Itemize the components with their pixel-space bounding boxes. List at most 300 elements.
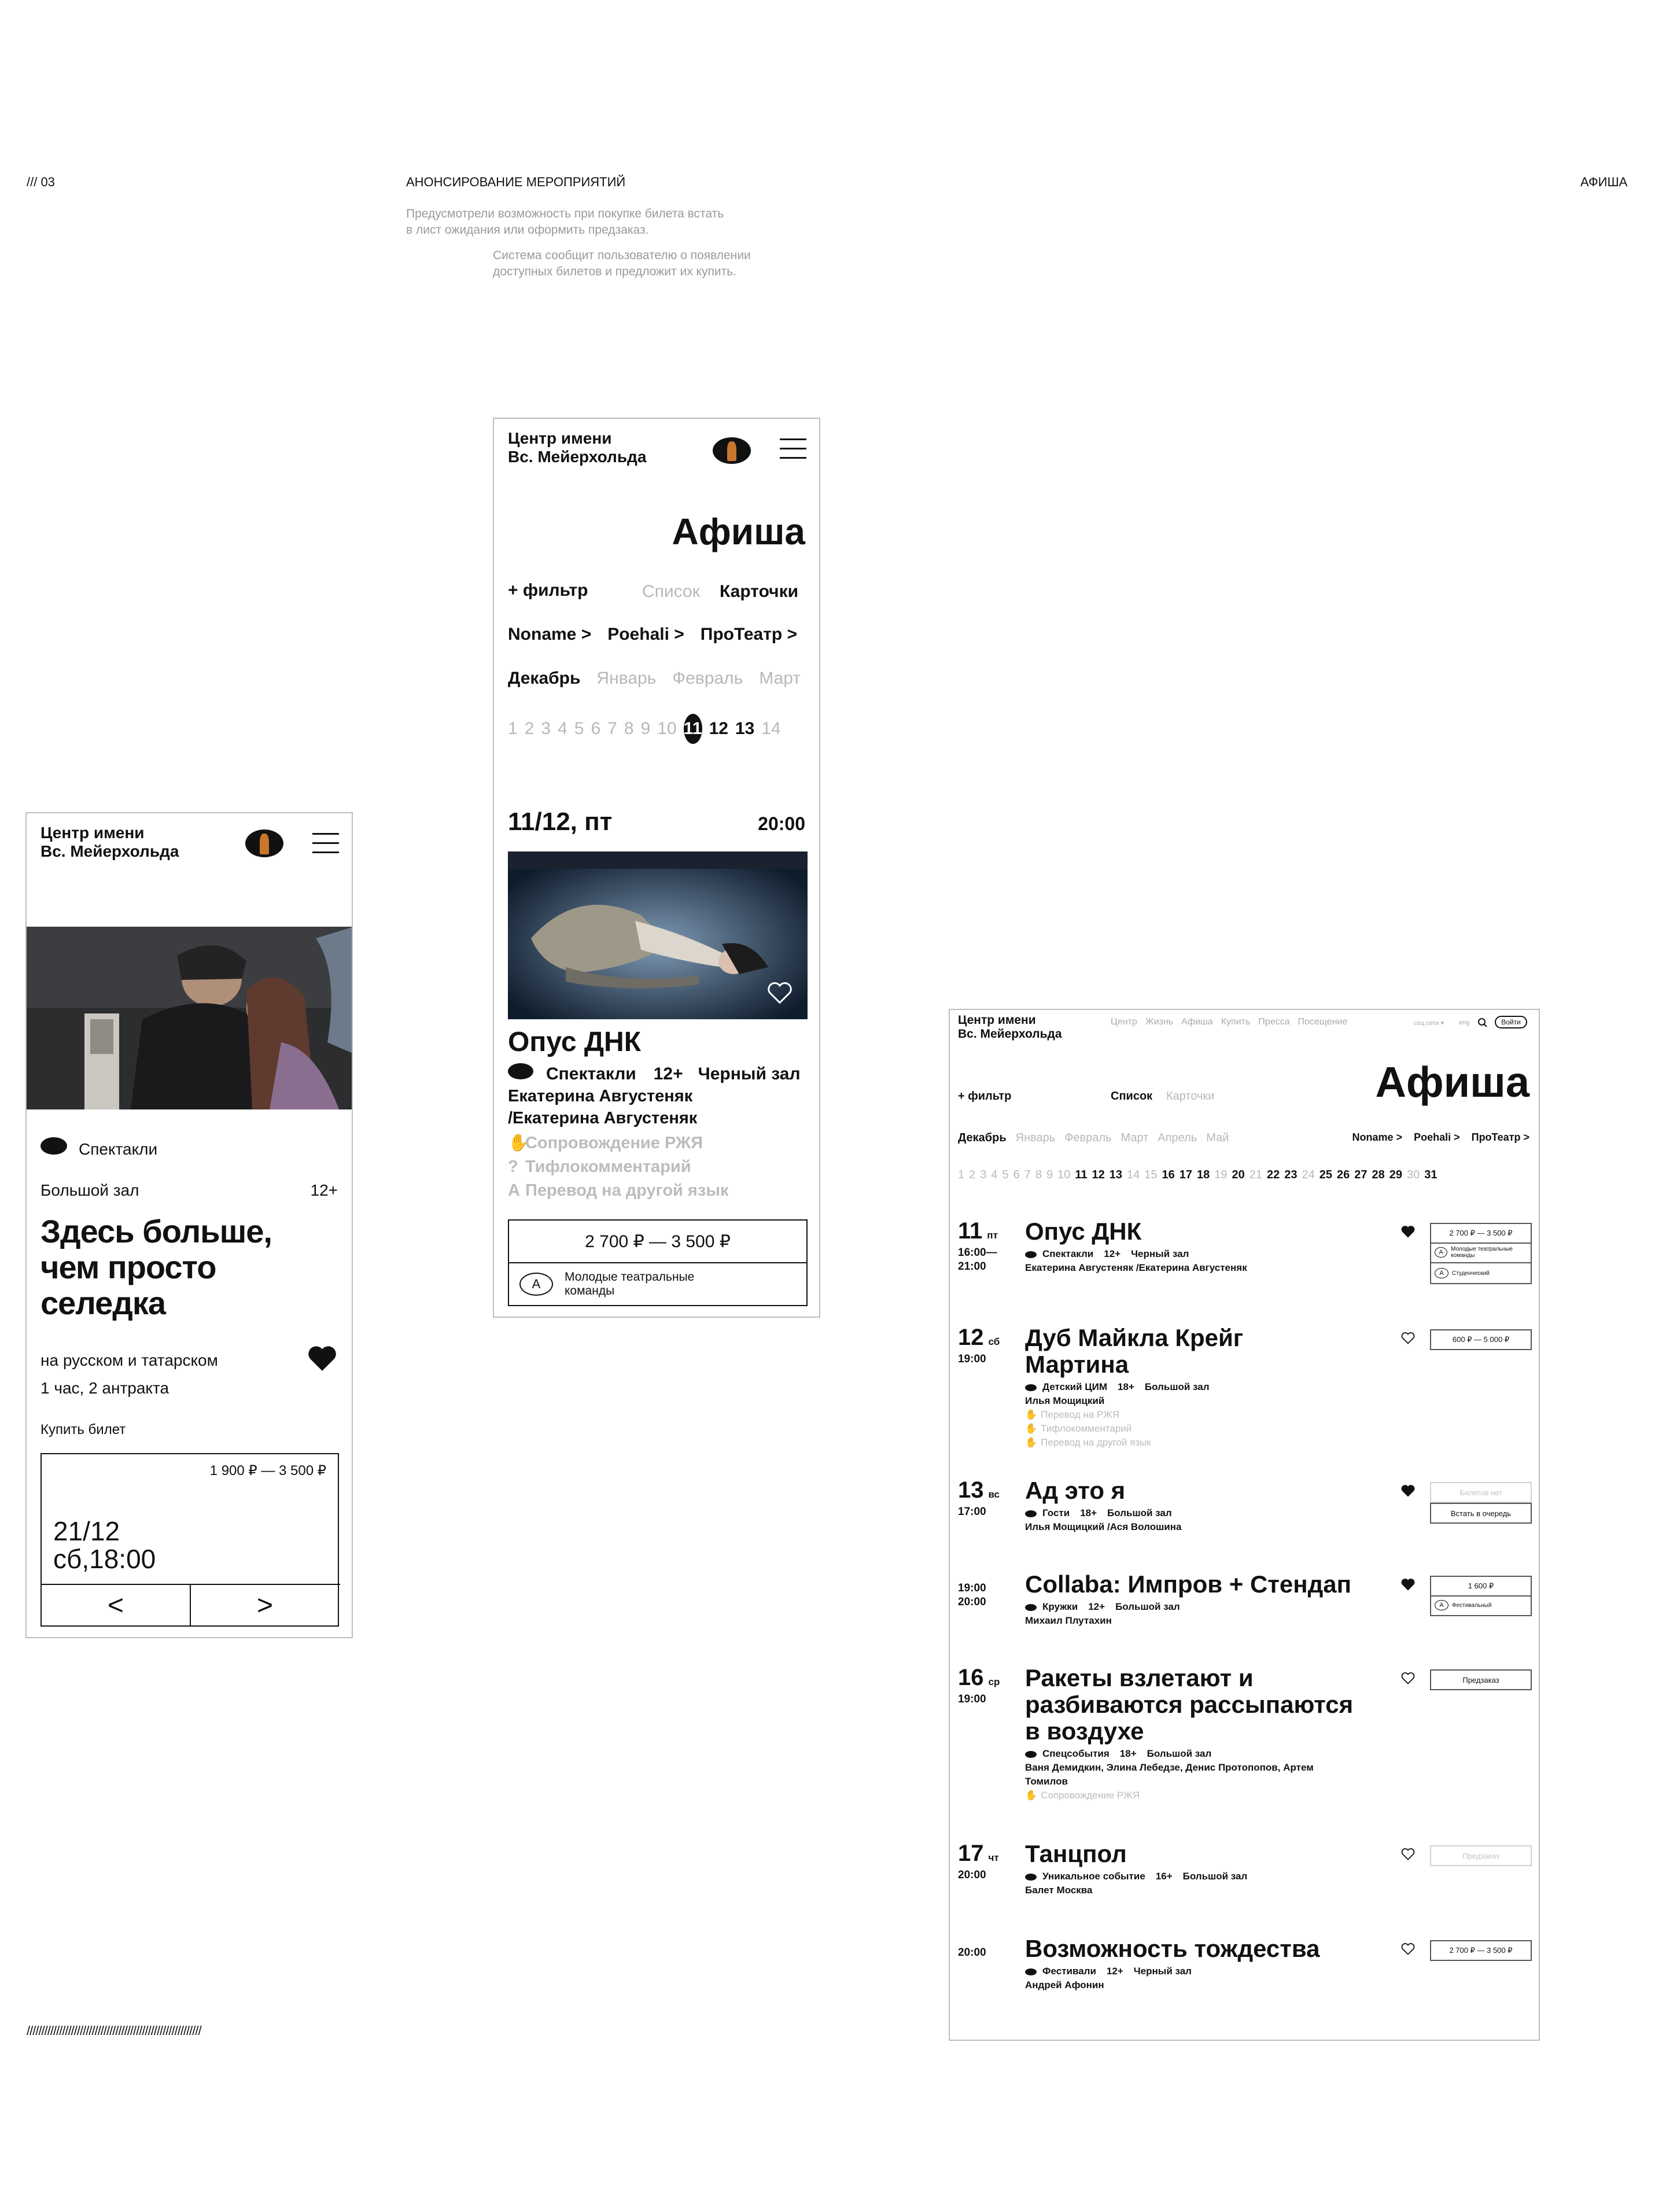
event-photo [27,927,353,1109]
day-28[interactable]: 28 [1372,1168,1385,1181]
ticket-time[interactable]: сб,18:00 [53,1544,156,1574]
event-time-end: 20:00 [958,1596,986,1608]
category-dot-icon [1025,1968,1037,1975]
month-tab-january[interactable]: Январь [1015,1131,1056,1144]
month-tab-march[interactable]: Март [1121,1131,1149,1144]
event-category: Кружки [1042,1601,1078,1612]
event-title-line-3: селедка [40,1285,165,1321]
event-time [958,1693,986,1706]
event-day: 12 [958,1325,984,1350]
event-hall: Большой зал [1182,1871,1248,1882]
event-category: Уникальное событие [1042,1871,1145,1882]
theatre-logo-icon [713,437,751,464]
month-tabs [508,669,801,688]
day-21[interactable]: 21 [1249,1168,1263,1181]
event-hall: Большой зал [1107,1507,1172,1518]
day-29[interactable]: 29 [1389,1168,1403,1181]
buy-ticket-label: Купить билет [40,1422,126,1437]
mobile-event-screen [25,812,353,1638]
discount-badge-icon: A [1435,1600,1448,1610]
event-hall: Черный зал [1133,1966,1192,1977]
day-11-selected[interactable]: 11 [684,714,702,744]
day-12[interactable]: 12 [709,719,728,738]
discount-label: Молодые театральные команды [1451,1246,1513,1259]
event-category: Спектакли [1042,1248,1094,1259]
event-weekday: чт [988,1852,999,1863]
access-label: Перевод на другой язык [1041,1437,1151,1448]
translate-icon: A [508,1181,520,1200]
description-2-line-1: Система сообщит пользователю о появлении [493,249,751,262]
month-tab-april[interactable]: Апрель [1158,1131,1197,1144]
category-dot-icon [40,1137,67,1155]
heart-outline-icon[interactable] [1401,1332,1415,1344]
event-age: 18+ [1080,1507,1097,1518]
event-people: Балет Москва [1025,1885,1093,1896]
day-6[interactable]: 6 [1013,1168,1020,1181]
event-time [958,1868,986,1882]
event-meta [1025,1870,1247,1897]
event-age: 12+ [1106,1966,1123,1977]
day-19[interactable]: 19 [1214,1168,1228,1181]
day-14[interactable]: 14 [1127,1168,1140,1181]
event-time [958,1581,986,1609]
discount-label: Студенческий [1452,1270,1490,1277]
day-24[interactable]: 24 [1302,1168,1315,1181]
tag-poehali[interactable]: Poehali > [1414,1131,1460,1143]
card-event-category: Спектакли [546,1064,636,1083]
nav-visit[interactable]: Посещение [1298,1017,1348,1027]
description-1-line-1: Предусмотрели возможность при покупке билета встать [406,207,724,220]
event-people: Ваня Демидкин, Элина Лебедзе, Денис Протопопов, Артем [1025,1762,1314,1773]
day-2[interactable]: 2 [524,719,535,738]
event-title[interactable] [1025,1477,1125,1504]
description-2 [493,248,751,280]
filter-button[interactable]: + фильтр [958,1090,1012,1103]
card-event-title[interactable]: Опус ДНК [508,1027,642,1057]
menu-icon[interactable] [780,438,806,459]
nav-buy[interactable]: Купить [1221,1017,1251,1027]
discount-badge-icon: A [1435,1247,1447,1258]
event-meta [1025,1600,1180,1628]
day-11[interactable]: 11 [1075,1168,1088,1181]
event-title-line-2: разбиваются рассыпаются [1025,1691,1354,1718]
day-30[interactable]: 30 [1407,1168,1420,1181]
tag-proteatr[interactable]: ПроТеатр > [1471,1131,1529,1143]
event-meta-line [1025,1380,1210,1394]
day-10[interactable]: 10 [1057,1168,1071,1181]
login-button[interactable]: Войти [1495,1016,1527,1028]
event-title[interactable] [1025,1571,1351,1598]
day-27[interactable]: 27 [1354,1168,1368,1181]
section-title: АНОНСИРОВАНИЕ МЕРОПРИЯТИЙ [406,175,626,189]
card-event-people-line-2: /Екатерина Августеняк [508,1109,698,1127]
brand-logo-text[interactable] [508,429,646,466]
day-13[interactable]: 13 [735,719,755,738]
day-7[interactable]: 7 [607,719,617,738]
event-row[interactable] [950,1664,1540,1801]
event-meta [1025,1247,1247,1275]
discount-option[interactable] [1430,1595,1532,1616]
event-title-line-1: Ад это я [1025,1477,1126,1504]
day-5[interactable]: 5 [1002,1168,1009,1181]
event-title-line-1: Танцпол [1025,1840,1127,1867]
ticket-button[interactable]: Предзаказ [1430,1845,1532,1866]
card-event-meta [508,1063,801,1084]
day-4[interactable]: 4 [991,1168,998,1181]
access-label: Тифлокомментарий [1041,1423,1132,1434]
event-title[interactable] [1025,1665,1353,1745]
afisha-page-title: Афиша [1375,1058,1529,1106]
event-title-line-1: Collaba: Импров + Стендап [1025,1570,1351,1598]
event-row[interactable] [950,1936,1540,2028]
view-cards-toggle[interactable]: Карточки [720,582,799,601]
day-13[interactable]: 13 [1109,1168,1123,1181]
event-weekday: вс [988,1489,1000,1500]
ticket-date: 21/12 [53,1516,120,1546]
day-8[interactable]: 8 [1035,1168,1042,1181]
nav-life[interactable]: Жизнь [1145,1017,1174,1027]
access-translation-label: Перевод на другой язык [525,1181,729,1200]
tag-filter-row [508,625,797,644]
category-dot-icon [1025,1604,1037,1611]
event-category: Детский ЦИМ [1042,1381,1108,1392]
category-dot-icon [508,1063,533,1079]
access-audio-description-label: Тифлокомментарий [525,1157,691,1176]
event-meta [1025,1747,1314,1802]
day-20[interactable]: 20 [1232,1168,1245,1181]
event-hall: Большой зал [1144,1381,1210,1392]
description-2-line-2: доступных билетов и предложит их купить. [493,265,736,278]
access-audio-description [508,1155,729,1179]
event-category: Гости [1042,1507,1070,1518]
nav-center[interactable]: Центр [1111,1017,1137,1027]
event-row[interactable] [950,1477,1540,1570]
event-people: Илья Мощицкий [1025,1395,1105,1406]
event-row[interactable] [950,1218,1540,1311]
discount-label-line-2: команды [565,1284,615,1297]
event-time-end: 21:00 [958,1260,986,1273]
ticket-button[interactable]: 2 700 ₽ — 3 500 ₽ [1430,1223,1532,1244]
section-number: /// 03 [27,175,55,189]
card-event-people-line-1: Екатерина Августеняк [508,1087,693,1105]
event-age: 18+ [1119,1748,1137,1759]
event-hall: Большой зал [40,1181,139,1199]
next-date-button[interactable]: > [256,1590,274,1621]
event-title[interactable] [1025,1936,1319,1962]
access-icon: ✋ [1025,1790,1038,1801]
month-tab-december[interactable]: Декабрь [508,669,581,688]
footer-slashes: /////////////////////////////////////////////////////////// [27,2023,201,2038]
heart-filled-icon[interactable] [1401,1484,1415,1497]
afisha-page-title: Афиша [672,511,805,552]
discount-option[interactable] [1430,1243,1532,1263]
tag-proteatr[interactable]: ПроТеатр > [700,625,798,644]
event-category: Спецсобытия [1042,1748,1110,1759]
card-price-button[interactable]: 2 700 ₽ — 3 500 ₽ [508,1219,808,1263]
heart-outline-icon[interactable] [1401,1942,1415,1955]
day-23[interactable]: 23 [1284,1168,1298,1181]
heart-outline-icon[interactable] [1401,1672,1415,1684]
event-day: 16 [958,1665,984,1690]
day-15[interactable]: 15 [1144,1168,1158,1181]
event-weekday: ср [988,1676,1000,1687]
ticket-button[interactable]: 2 700 ₽ — 3 500 ₽ [1430,1940,1532,1961]
event-age: 12+ [310,1181,338,1199]
event-meta [1025,1380,1210,1450]
heart-outline-icon[interactable] [1401,1848,1415,1860]
day-picker [508,714,781,744]
queue-button[interactable]: Встать в очередь [1430,1503,1532,1524]
event-duration: 1 час, 2 антракта [40,1379,169,1397]
description-1-line-2: в лист ожидания или оформить предзаказ. [406,223,649,237]
event-time-start: 17:00 [958,1506,986,1518]
access-item [1025,1789,1314,1802]
brand-logo-text[interactable] [958,1013,1062,1041]
ticket-widget [40,1453,339,1627]
ticket-button[interactable]: 1 600 ₽ [1430,1576,1532,1597]
day-picker [958,1168,1438,1182]
day-31[interactable]: 31 [1424,1168,1438,1181]
event-hall: Большой зал [1115,1601,1180,1612]
filter-button[interactable]: + фильтр [508,581,588,600]
photo-couple-image [27,927,353,1109]
event-time-start: 20:00 [958,1946,986,1959]
day-26[interactable]: 26 [1337,1168,1350,1181]
event-meta [1025,1506,1181,1534]
event-meta-line [1025,1506,1181,1520]
category-dot-icon [1025,1510,1037,1517]
menu-icon[interactable] [312,833,339,854]
event-hall: Черный зал [1131,1248,1189,1259]
event-day: 11 [958,1218,983,1244]
month-tab-february[interactable]: Февраль [1064,1131,1112,1144]
day-1[interactable]: 1 [958,1168,965,1181]
month-tab-february[interactable]: Февраль [672,669,743,688]
event-row[interactable] [950,1841,1540,1933]
month-tab-march[interactable]: Март [759,669,801,688]
mobile-afisha-screen [493,418,820,1318]
event-time-start: 19:00 [958,1353,986,1365]
access-item [1025,1436,1210,1450]
event-meta-line [1025,1247,1247,1261]
event-row[interactable] [950,1571,1540,1664]
event-time [958,1352,986,1366]
event-time-start: 16:00— [958,1247,997,1259]
access-icon: ✋ [1025,1409,1038,1420]
event-meta-line [1025,1964,1192,1978]
day-17[interactable]: 17 [1179,1168,1193,1181]
tag-poehali[interactable]: Poehali > [607,625,684,644]
search-icon[interactable] [1477,1017,1488,1028]
day-3[interactable]: 3 [980,1168,987,1181]
event-day: 13 [958,1477,984,1503]
day-25[interactable]: 25 [1319,1168,1333,1181]
event-age: 16+ [1155,1871,1173,1882]
category-dot-icon [1025,1751,1037,1758]
event-day: 17 [958,1841,984,1866]
tag-noname[interactable]: Noname > [508,625,592,644]
month-tabs [958,1131,1229,1145]
event-date [958,1477,1000,1503]
heart-outline-icon[interactable] [767,981,793,1004]
prev-date-button[interactable]: < [42,1585,191,1625]
access-label: Перевод на РЖЯ [1041,1409,1120,1420]
access-sign-language-label: Сопровождение РЖЯ [525,1134,703,1152]
view-cards-toggle[interactable]: Карточки [1166,1090,1215,1103]
brand-line-2: Вс. Мейерхольда [508,448,647,466]
event-time [958,1505,986,1519]
theatre-logo-icon [245,830,283,857]
card-date: 11/12, пт [508,808,613,836]
top-nav [1111,1017,1347,1027]
discount-badge-icon: A [1435,1268,1448,1278]
event-time-start: 19:00 [958,1582,986,1594]
event-time-start: 20:00 [958,1869,986,1881]
discount-option[interactable] [1430,1263,1532,1284]
brand-line-1: Центр имени [40,824,145,842]
event-category: Фестивали [1042,1966,1096,1977]
event-title-line-3: в воздухе [1025,1717,1144,1745]
day-6[interactable]: 6 [591,719,601,738]
tag-noname[interactable]: Noname > [1352,1131,1403,1143]
event-title-line-2: чем просто [40,1249,216,1285]
event-title-line-2: Мартина [1025,1351,1129,1378]
socials-dropdown[interactable]: соц.сети ▾ [1414,1020,1444,1027]
discount-label: Фестивальный [1452,1602,1492,1609]
discount-label [565,1270,694,1298]
event-meta-line [1025,1747,1314,1761]
day-16[interactable]: 16 [1162,1168,1175,1181]
event-title[interactable] [1025,1325,1243,1378]
event-age: 12+ [1104,1248,1121,1259]
event-date [958,1218,998,1244]
nav-press[interactable]: Пресса [1258,1017,1290,1027]
category-dot-icon [1025,1384,1037,1391]
day-22[interactable]: 22 [1267,1168,1280,1181]
discount-label-line-1: Молодые театральные [565,1270,695,1284]
ticket-button[interactable]: Билетов нет [1430,1482,1532,1503]
day-2[interactable]: 2 [969,1168,976,1181]
event-category[interactable]: Спектакли [79,1140,158,1158]
card-event-age: 12+ [653,1064,683,1083]
event-card-photo[interactable] [508,851,808,1019]
heart-filled-icon[interactable] [1401,1578,1415,1591]
event-meta-line [1025,1600,1180,1614]
event-title[interactable] [1025,1841,1127,1867]
event-people: Андрей Афонин [1025,1979,1104,1990]
event-age: 12+ [1088,1601,1105,1612]
event-language: на русском и татарском [40,1351,218,1369]
brand-line-2: Вс. Мейерхольда [40,842,179,860]
event-title-line-1: Опус ДНК [1025,1218,1142,1245]
day-8[interactable]: 8 [624,719,634,738]
view-list-toggle[interactable]: Список [1111,1090,1153,1103]
access-icon: ✋ [1025,1423,1038,1434]
photo-dancer-image [508,851,808,1019]
hand-icon: ✋ [508,1134,529,1152]
day-3[interactable]: 3 [541,719,551,738]
day-9[interactable]: 9 [640,719,651,738]
ear-icon: ? [508,1157,518,1176]
heart-filled-icon[interactable] [308,1345,337,1371]
brand-line-1: Центр имени [508,429,612,447]
event-people: Илья Мощицкий /Ася Волошина [1025,1521,1182,1532]
day-10[interactable]: 10 [657,719,677,738]
event-time [958,1946,986,1960]
card-event-people [508,1085,697,1129]
day-9[interactable]: 9 [1046,1168,1053,1181]
day-12[interactable]: 12 [1092,1168,1105,1181]
description-1 [406,206,724,238]
desktop-afisha-screen [949,1009,1540,2041]
ticket-button[interactable]: Предзаказ [1430,1669,1532,1690]
day-4[interactable]: 4 [558,719,567,738]
event-hall: Большой зал [1147,1748,1212,1759]
day-7[interactable]: 7 [1024,1168,1031,1181]
access-sign-language [508,1131,729,1155]
category-dot-icon [1025,1251,1037,1258]
event-age: 18+ [1118,1381,1134,1392]
access-label: Сопровождение РЖЯ [1041,1790,1140,1801]
heart-filled-icon[interactable] [1401,1225,1415,1238]
category-dot-icon [1025,1874,1037,1881]
access-item [1025,1422,1210,1436]
access-icon: ✋ [1025,1437,1038,1448]
event-time-start: 19:00 [958,1693,986,1705]
event-row[interactable] [950,1324,1540,1448]
day-5[interactable]: 5 [574,719,584,738]
brand-line-2: Вс. Мейерхольда [958,1027,1062,1041]
access-item [1025,1408,1210,1422]
day-1[interactable]: 1 [508,719,518,738]
event-title [40,1214,272,1321]
month-tab-december[interactable]: Декабрь [958,1131,1007,1144]
event-title-line-1: Возможность тождества [1025,1935,1320,1962]
event-date [958,1841,999,1867]
discount-badge-icon: A [519,1273,553,1296]
event-title-line-1: Здесь больше, [40,1213,272,1249]
event-people: Михаил Плутахин [1025,1615,1112,1626]
event-title-line-1: Ракеты взлетают и [1025,1664,1254,1691]
view-list-toggle[interactable]: Список [642,582,700,601]
month-tab-january[interactable]: Январь [596,669,657,688]
section-right-label: АФИША [1580,175,1628,189]
event-people: Екатерина Августеняк /Екатерина Августеняк [1025,1262,1247,1273]
access-translation [508,1179,729,1203]
event-time [958,1246,997,1274]
event-weekday: пт [987,1230,998,1241]
ticket-price: 1 900 ₽ — 3 500 ₽ [209,1463,326,1479]
brand-logo-text[interactable] [40,824,179,861]
event-title-line-1: Дуб Майкла Крейг [1025,1324,1244,1351]
nav-afisha[interactable]: Афиша [1181,1017,1213,1027]
card-event-hall: Черный зал [698,1064,801,1083]
ticket-button[interactable]: 600 ₽ — 5 000 ₽ [1430,1329,1532,1350]
day-14[interactable]: 14 [761,719,781,738]
card-discount[interactable] [508,1262,808,1306]
accessibility-list [508,1131,729,1203]
day-18[interactable]: 18 [1197,1168,1210,1181]
month-tab-may[interactable]: Май [1206,1131,1229,1144]
event-date [958,1665,1000,1691]
card-time: 20:00 [758,813,805,834]
event-meta [1025,1964,1192,1992]
event-title[interactable] [1025,1218,1141,1245]
event-meta-line [1025,1870,1247,1883]
event-date [958,1325,1000,1351]
brand-line-1: Центр имени [958,1013,1036,1027]
language-switch[interactable]: eng [1459,1019,1470,1026]
